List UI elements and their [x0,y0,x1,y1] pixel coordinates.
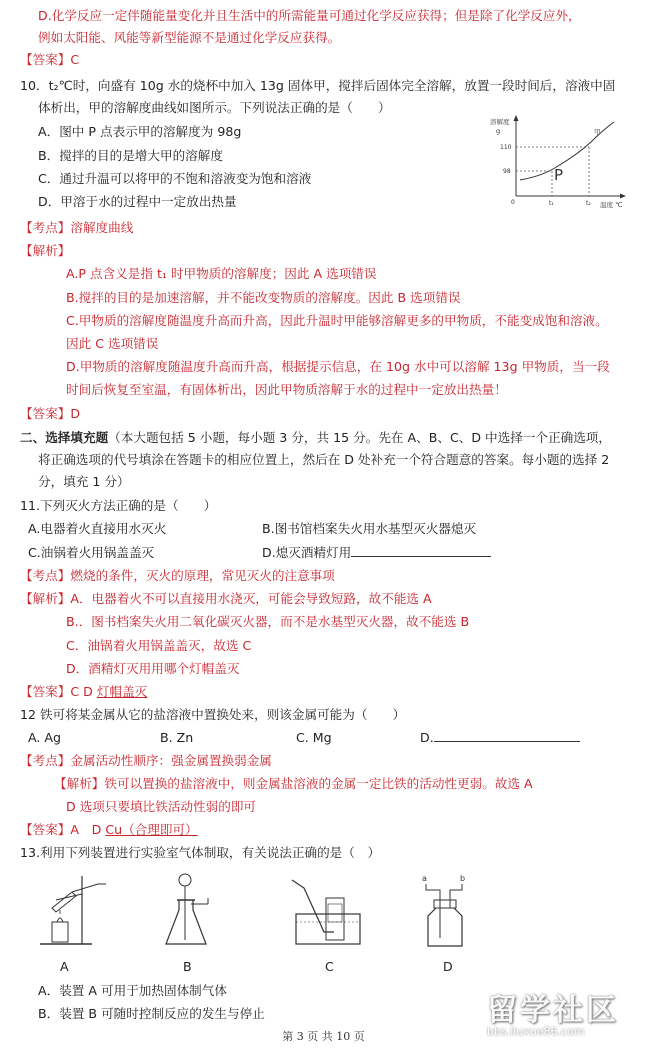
q10-option-d: D．甲溶于水的过程中一定放出热量 [38,194,237,209]
apparatus-label-a: A [60,959,69,974]
kaodian-text: 溶解度曲线 [70,220,134,235]
kaodian-tag: 【考点】 [20,568,71,583]
apparatus-c-drawing [290,874,380,952]
q10-jiexi-c: C.甲物质的溶解度随温度升高而升高，因此升温时甲能够溶解更多的甲物质，不能变成饱和溶液。 [66,313,608,328]
q10-jiexi-d: D.甲物质的溶解度随温度升高而升高，根据提示信息，在 10g 水中可以溶解 13g 甲物质，当一段 [66,359,610,374]
q13-option-a: A．装置 A 可用于加热固体制气体 [38,983,227,998]
q11-option-a: A.电器着火直接用水灭火 [28,521,167,536]
section2-desc-2: 将正确选项的代号填涂在答题卡的相应位置上，然后在 D 处补充一个符合题意的答案。每小题的选择 2 [38,452,610,467]
q11-jiexi-a: A．电器着火不可以直接用水浇灭，可能会导致短路，故不能选 A [70,591,432,606]
q11-fill-blank [351,544,491,557]
graph-tick-110: 110 [500,144,512,151]
graph-x-arrow [620,194,626,199]
q10-option-c: C．通过升温可以将甲的不饱和溶液变为饱和溶液 [38,171,312,186]
q12-option-a: A. Ag [28,730,62,745]
q11-option-b: B.图书馆档案失火用水基型灭火器熄灭 [262,521,477,536]
apparatus-d-drawing [418,872,478,954]
q10-stem-line-1: 10．t₂℃时，向盛有 10g 水的烧杯中加入 13g 固体甲，搅拌后固体完全溶解，放置一段时间后，溶液中固 [20,78,616,93]
prev-explanation-line-2: 例如太阳能、风能等新型能源不是通过化学反应获得。 [38,30,341,45]
kaodian-text: 燃烧的条件，灭火的原理，常见灭火的注意事项 [70,568,335,583]
q11-answer [20,683,147,700]
graph-tick-t1: t₁ [549,200,554,207]
q10-option-a: A．图中 P 点表示甲的溶解度为 98g [38,124,242,139]
section2-desc-1: （本大题包括 5 小题，每小题 3 分，共 15 分。先在 A、B、C、D 中选择一个正确选项， [108,430,611,445]
q10-jiexi-c-cont: 因此 C 选项错误 [66,336,159,351]
section2-title: 二、选择填充题 [20,430,109,445]
q11-jiexi-b: B.．图书档案失火用二氧化碳灭火器，而不是水基型灭火器，故不能选 B [66,614,470,629]
q11-jiexi-a-line [20,590,432,607]
q11-option-c: C.油锅着火用锅盖盖灭 [28,545,155,560]
q12-option-c: C. Mg [296,730,332,745]
apparatus-label-b: B [183,959,192,974]
graph-point-label: P [554,166,564,184]
answer-tag: 【答案】 [20,52,71,67]
graph-ylabel: 溶解度 [490,118,510,126]
graph-y-arrow [514,115,519,121]
apparatus-label-d: D [443,959,453,974]
graph-xlabel: 温度 ℃ [600,201,623,209]
watermark-url: bbs.liuxue86.com [487,1025,585,1038]
answer-tag: 【答案】 [20,406,71,421]
kaodian-tag: 【考点】 [20,753,71,768]
answer-value: C D [70,684,93,699]
graph-yunit: g [496,127,501,135]
q12-jiexi-line-1 [54,775,533,792]
q13-option-b: B．装置 B 可随时控制反应的发生与停止 [38,1006,265,1021]
prev-explanation-line-1: D.化学反应一定伴随能量变化并且生活中的所需能量可通过化学反应获得；但是除了化学反应外， [38,8,581,23]
kaodian-text: 金属活动性顺序：强金属置换弱金属 [70,753,272,768]
apparatus-b-drawing [160,870,220,952]
q12-jiexi-1: 铁可以置换的盐溶液中，则金属盐溶液的金属一定比铁的活动性更弱。故选 A [104,776,533,791]
q12-answer [20,821,198,838]
q10-jiexi-tag: 【解析】 [20,243,71,258]
answer-value: D [70,406,81,421]
q12-stem: 12 铁可将某金属从它的盐溶液中置换处来，则该金属可能为（ ） [20,707,406,722]
solubility-curve-graph [488,114,638,210]
q11-option-d [262,544,491,561]
q10-jiexi-d-cont: 时间后恢复至室温，有固体析出，因此甲物质溶解于水的过程中一定放出热量！ [66,382,507,397]
q12-option-d-text: D. [420,730,434,745]
q12-fill-blank [434,729,580,742]
graph-tick-98: 98 [503,168,511,175]
q10-kaodian [20,219,133,236]
q12-jiexi-2: D 选项只要填比铁活动性弱的即可 [66,799,257,814]
graph-tick-t2: t₂ [586,200,591,207]
q10-jiexi-b: B.搅拌的目的是加速溶解，并不能改变物质的溶解度。因此 B 选项错误 [66,290,461,305]
q10-jiexi-a: A.P 点含义是指 t₁ 时甲物质的溶解度；因此 A 选项错误 [66,266,377,281]
watermark-title: 留学社区 [487,993,619,1028]
answer-value: A D [70,822,102,837]
kaodian-tag: 【考点】 [20,220,71,235]
q11-option-d-text: D.熄灭酒精灯用 [262,545,352,560]
q11-kaodian [20,567,335,584]
answer-value: C [70,52,80,67]
prev-answer [20,51,79,68]
tube-label-b: b [460,874,466,883]
section2-header [20,429,611,446]
graph-curve-label: 甲 [594,128,601,136]
answer-fill: 灯帽盖灭 [96,684,148,699]
graph-tick-0: 0 [511,199,515,206]
q12-option-d [420,729,580,746]
q10-option-b: B．搅拌的目的是增大甲的溶解度 [38,148,223,163]
q11-stem: 11.下列灭火方法正确的是（ ） [20,498,217,513]
jiexi-tag: 【解析】 [20,591,71,606]
q12-option-b: B. Zn [160,730,194,745]
answer-tag: 【答案】 [20,822,71,837]
q12-kaodian [20,752,272,769]
jiexi-tag: 【解析】 [54,776,105,791]
q13-stem: 13.利用下列装置进行实验室气体制取，有关说法正确的是（ ） [20,845,381,860]
page-footer: 第 3 页 共 10 页 [282,1030,365,1043]
q10-answer [20,405,80,422]
section2-desc-3: 分，填充 1 分） [38,474,130,489]
tube-label-a: a [422,874,427,883]
q10-stem-line-2: 体析出，甲的溶解度曲线如图所示。下列说法正确的是（ ） [38,100,391,115]
answer-fill: Cu（合理即可） [105,822,198,837]
q11-jiexi-d: D．酒精灯灭用用哪个灯帽盖灭 [66,661,240,676]
apparatus-label-c: C [325,959,334,974]
q11-jiexi-c: C．油锅着火用锅盖盖灭，故选 C [66,638,252,653]
answer-tag: 【答案】 [20,684,71,699]
apparatus-a-drawing [36,870,116,950]
